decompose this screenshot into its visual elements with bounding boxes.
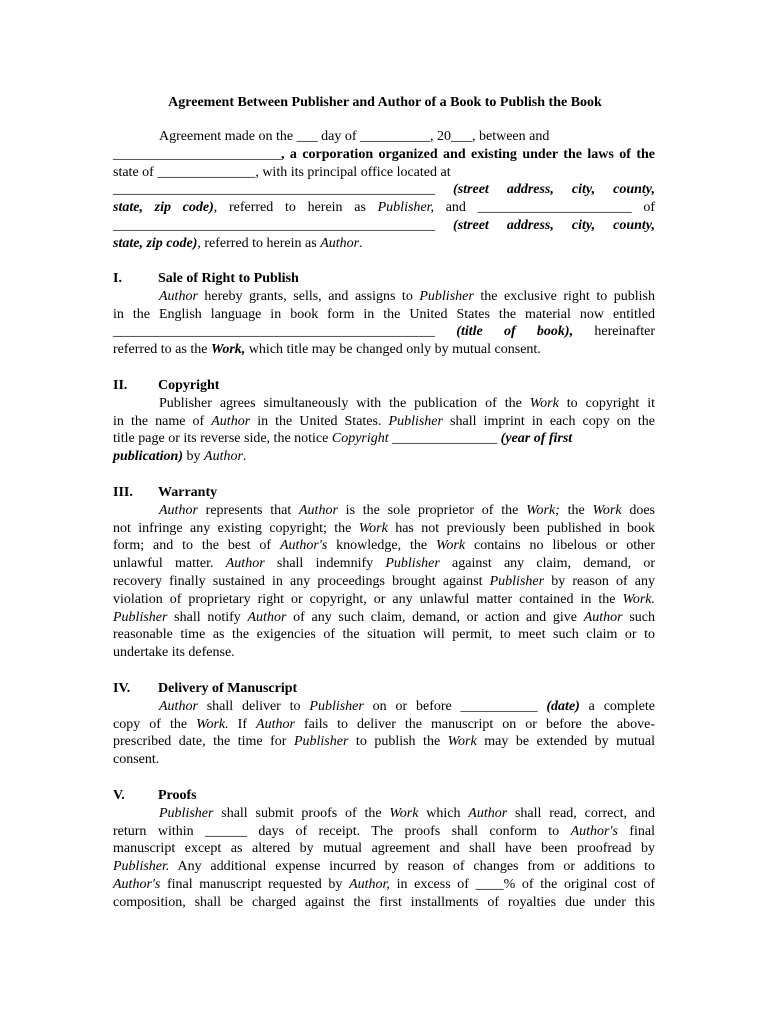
section-text: Author xyxy=(211,413,251,429)
section-line xyxy=(113,733,655,751)
section-text: shall read, correct, and xyxy=(507,805,655,821)
section-text: Author's xyxy=(113,876,161,892)
section-text: reasonable time as the exigencies of the situation will permit, to meet such claim or to xyxy=(113,627,655,643)
section-text: in the United States. xyxy=(250,413,389,429)
section-text: Publisher agrees simultaneously with the publication of the xyxy=(159,395,530,411)
section-heading xyxy=(113,787,655,805)
section-line xyxy=(113,395,655,413)
section-text: which title may be changed only by mutual consent. xyxy=(245,342,541,358)
section-text: Work xyxy=(592,502,622,518)
intro-line-2 xyxy=(113,146,655,164)
section-text: shall notify xyxy=(167,609,248,625)
section-text: Publisher xyxy=(419,288,474,304)
section-5 xyxy=(113,787,655,912)
intro-text: , referred to herein as xyxy=(213,200,378,216)
section-text: Author xyxy=(159,502,198,518)
section-text: consent. xyxy=(113,752,160,768)
section-line xyxy=(113,609,655,627)
intro-text: state of ______________, with its principal office located at xyxy=(113,164,451,180)
section-line xyxy=(113,413,655,431)
section-heading xyxy=(113,680,655,698)
section-line xyxy=(113,858,655,876)
section-2 xyxy=(113,377,655,466)
intro-text: (street address, city, county, xyxy=(453,217,655,233)
date-blank: on or before ___________ xyxy=(363,698,547,714)
section-title: Sale of Right to Publish xyxy=(158,271,299,286)
section-text: Any additional expense incurred by reason of changes from or additions to xyxy=(169,859,655,875)
section-text: If xyxy=(228,716,257,732)
section-title: Proofs xyxy=(158,788,197,803)
section-text: (year of first xyxy=(500,431,573,447)
section-line xyxy=(113,448,655,466)
section-text: . xyxy=(242,449,247,465)
section-text: Work xyxy=(389,805,419,821)
section-line xyxy=(113,751,655,769)
section-4 xyxy=(113,680,655,769)
section-heading xyxy=(113,270,655,288)
section-line xyxy=(113,698,655,716)
intro-text: , referred to herein as xyxy=(197,235,321,251)
section-text: to copyright it xyxy=(558,395,655,411)
section-text: not infringe any existing copyright; the xyxy=(113,520,359,536)
section-text: final manuscript requested by xyxy=(160,876,350,892)
section-text: represents that xyxy=(197,502,299,518)
section-1 xyxy=(113,270,655,359)
book-title-blank: ______________________________________________ xyxy=(113,324,435,340)
section-text: knowledge, the xyxy=(327,538,437,554)
section-text: to publish the xyxy=(348,734,448,750)
section-text: title page or its reverse side, the notice xyxy=(113,431,332,447)
section-text: the exclusive right to publish xyxy=(473,288,655,304)
intro-line-4 xyxy=(113,181,655,199)
section-text: hereby grants, sells, and assigns to xyxy=(197,288,420,304)
section-text: Work; xyxy=(526,502,560,518)
section-line xyxy=(113,894,655,912)
intro-line-3 xyxy=(113,164,655,182)
section-line xyxy=(113,644,655,662)
section-line xyxy=(113,573,655,591)
section-text: such xyxy=(622,609,655,625)
section-title: Delivery of Manuscript xyxy=(158,681,298,696)
section-line xyxy=(113,823,655,841)
section-line xyxy=(113,805,655,823)
section-text: Author, xyxy=(349,876,390,892)
section-text: Work. xyxy=(196,716,229,732)
section-text: against any claim, demand, or xyxy=(439,556,655,572)
author-address-blank: ______________________________________________ xyxy=(113,217,435,233)
document-title: Agreement Between Publisher and Author of a Book to Publish the Book xyxy=(168,95,602,110)
section-heading xyxy=(113,484,655,502)
section-text: Work xyxy=(436,538,466,554)
publisher-address-blank: ______________________________________________ xyxy=(113,182,435,198)
section-text: Author xyxy=(468,805,508,821)
intro-line-7 xyxy=(113,235,655,253)
intro-line-1 xyxy=(113,128,655,146)
section-line xyxy=(113,520,655,538)
section-text: which xyxy=(418,805,469,821)
section-text: Work, xyxy=(210,342,246,358)
section-title: Copyright xyxy=(158,378,220,393)
section-line xyxy=(113,876,655,894)
section-text: Work. xyxy=(622,591,655,607)
section-text: unlawful matter. xyxy=(113,556,226,572)
section-text: of any such claim, demand, or action and give xyxy=(286,609,584,625)
section-text: manuscript except as altered by mutual agreement and shall have been proofread by xyxy=(113,841,655,857)
section-line xyxy=(113,840,655,858)
section-text: Work xyxy=(529,395,559,411)
section-text: Copyright xyxy=(331,431,389,447)
section-line xyxy=(113,716,655,734)
section-number: IV. xyxy=(113,681,131,696)
section-text: (date) xyxy=(546,698,580,714)
intro-line-5 xyxy=(113,199,655,217)
section-text: Author xyxy=(256,716,295,732)
section-text: composition, shall be charged against the first installments of royalties due under this xyxy=(113,894,655,910)
section-text: Publisher xyxy=(309,698,364,714)
section-number: I. xyxy=(113,271,122,286)
section-text: Publisher xyxy=(293,734,349,750)
section-text: (title of book), xyxy=(456,324,574,340)
section-line xyxy=(113,502,655,520)
section-text: Work xyxy=(447,734,477,750)
intro-text: . xyxy=(359,235,363,251)
section-text: Publisher xyxy=(385,556,440,572)
section-line xyxy=(113,341,655,359)
section-text: shall imprint in each copy on the xyxy=(442,413,655,429)
section-line xyxy=(113,430,655,448)
section-line xyxy=(113,288,655,306)
section-line xyxy=(113,537,655,555)
section-text: hereinafter xyxy=(573,324,656,340)
intro-line-6 xyxy=(113,217,655,235)
section-text: in the English language in book form in the United States the material now entitled xyxy=(113,306,655,322)
section-text: Publisher xyxy=(388,413,443,429)
section-text: copy of the xyxy=(113,716,197,732)
section-text: referred to as the xyxy=(113,342,211,358)
intro-text: (street address, city, county, xyxy=(453,182,655,198)
section-3 xyxy=(113,484,655,662)
section-text: shall submit proofs of the xyxy=(213,805,390,821)
section-text: Author xyxy=(159,698,198,714)
section-text: undertake its defense. xyxy=(113,645,235,661)
section-text: by xyxy=(183,449,205,465)
section-text: Publisher xyxy=(489,573,545,589)
section-text: shall deliver to xyxy=(197,698,310,714)
section-line xyxy=(113,591,655,609)
intro-text: state, zip code) xyxy=(113,200,214,216)
section-text: Author xyxy=(583,609,623,625)
section-line xyxy=(113,626,655,644)
section-line xyxy=(113,323,655,341)
section-text: contains no libelous or other xyxy=(465,538,656,554)
section-text: Author's xyxy=(570,823,618,839)
year-blank: _______________ xyxy=(388,431,501,447)
intro-text: Author xyxy=(320,235,360,251)
section-text: Author xyxy=(247,609,287,625)
corporation-name-blank: ________________________ xyxy=(113,146,281,162)
section-text: shall indemnify xyxy=(264,556,386,572)
section-number: II. xyxy=(113,378,128,393)
section-title: Warranty xyxy=(158,485,218,500)
section-text: recovery finally sustained in any proceedings brought against xyxy=(113,573,490,589)
section-text: Author xyxy=(225,556,265,572)
section-text: prescribed date, the time for xyxy=(113,734,294,750)
section-text: in excess of ____% of the original cost of xyxy=(389,876,655,892)
section-line xyxy=(113,555,655,573)
intro-paragraph xyxy=(113,128,655,253)
section-text: Publisher xyxy=(159,805,214,821)
section-text: form; and to the best of xyxy=(113,538,280,554)
author-name-blank: and ______________________ of xyxy=(434,200,655,216)
section-text: Publisher. xyxy=(113,859,170,875)
section-heading xyxy=(113,377,655,395)
section-text: a complete xyxy=(579,698,656,714)
section-text: final xyxy=(617,823,655,839)
section-number: III. xyxy=(113,485,133,500)
section-text: may be extended by mutual xyxy=(476,734,655,750)
section-text: publication) xyxy=(113,449,184,465)
intro-text: Agreement made on the ___ day of __________, 20___, between and xyxy=(159,129,550,144)
section-number: V. xyxy=(113,788,125,803)
section-text: Work xyxy=(358,520,388,536)
section-text: the xyxy=(559,502,593,518)
section-text: violation of proprietary right or copyright, or any unlawful matter contained in the xyxy=(113,591,623,607)
section-text: Author xyxy=(204,449,243,465)
section-text: by reason of any xyxy=(544,573,655,589)
section-text: does xyxy=(621,502,655,518)
section-text: Author xyxy=(299,502,338,518)
section-line xyxy=(113,306,655,324)
section-text: Author's xyxy=(279,538,328,554)
section-text: has not previously been published in book xyxy=(387,520,656,536)
section-text: Author xyxy=(159,288,198,304)
section-text: in the name of xyxy=(113,413,212,429)
intro-text: Publisher, xyxy=(377,200,435,216)
section-text: return within ______ days of receipt. The proofs shall conform to xyxy=(113,823,571,839)
intro-text: state, zip code) xyxy=(113,235,198,251)
section-text: Publisher xyxy=(113,609,168,625)
section-text: fails to deliver the manuscript on or before the above- xyxy=(294,716,655,732)
intro-text: , a corporation organized and existing under the laws of the xyxy=(281,146,655,162)
section-text: is the sole proprietor of the xyxy=(337,502,527,518)
